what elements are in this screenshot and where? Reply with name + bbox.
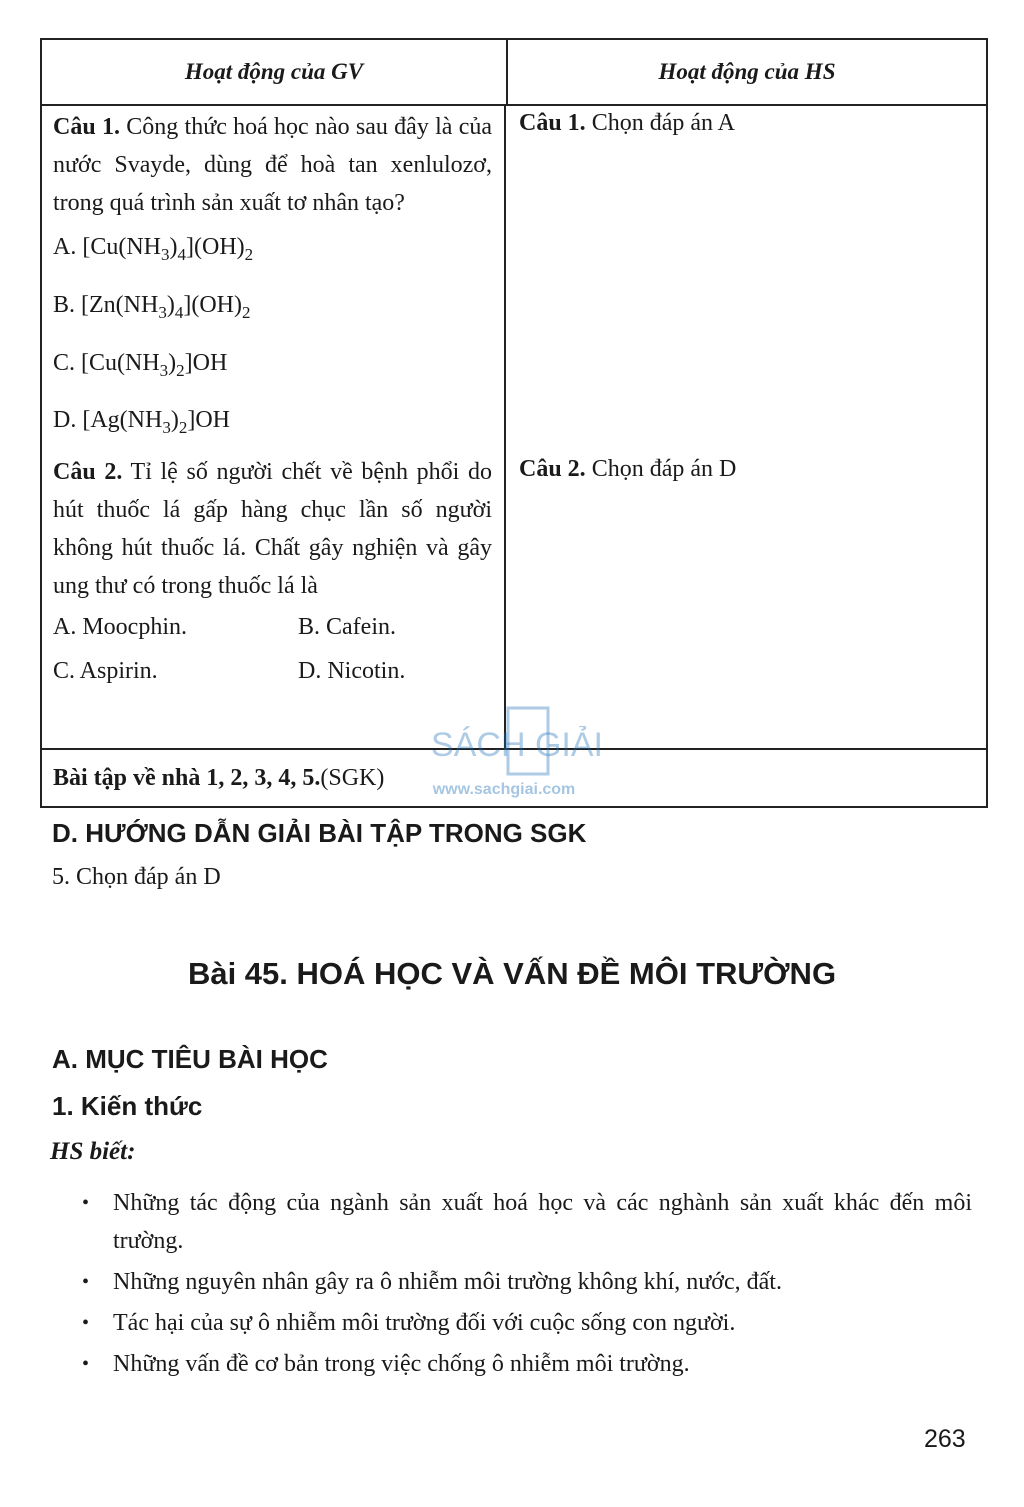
watermark-logo [412,702,622,802]
knowledge-subheading: 1. Kiến thức [52,1091,203,1121]
answer-1-label: Câu 1. [519,110,586,136]
question-2-option-d: D. Nicotin. [298,657,406,684]
question-1-option-b: B. $[Zn(NH_3)_4](OH)_2$ [53,291,251,322]
lesson-activity-table [40,38,988,808]
question-1-options [53,234,492,441]
list-item-text: Những nguyên nhân gây ra ô nhiễm môi trường không khí, nước, đất. [113,1269,782,1295]
watermark-url: www.sachgiai.com [432,781,576,798]
question-1 [53,108,492,222]
question-2-label: Câu 2. [53,459,123,486]
header-student-activity: Hoạt động của HS [658,59,836,84]
question-2-options-row-2 [53,649,492,693]
question-1-text: Công thức hoá học nào sau đây là của nước Svayde, dùng để hoà tan xenlulozơ, trong quá trình sản xuất tơ nhân tạo? [53,114,493,216]
section-d-heading: D. HƯỚNG DẪN GIẢI BÀI TẬP TRONG SGK [52,818,587,848]
table-body-row [42,106,986,748]
list-item-text: Những vấn đề cơ bản trong việc chống ô nhiễm môi trường. [113,1351,690,1377]
lesson-title: Bài 45. HOÁ HỌC VÀ VẤN ĐỀ MÔI TRƯỜNG [187,956,837,991]
homework-label: Bài tập về nhà 1, 2, 3, 4, 5. [53,764,321,791]
homework-source: (SGK) [320,764,385,791]
answer-2-label: Câu 2. [519,456,586,482]
student-column [506,106,986,748]
page-number: 263 [924,1425,966,1453]
watermark-brand: SÁCH GIẢI [431,726,603,764]
list-item [82,1184,972,1260]
question-2-option-c: C. Aspirin. [53,657,158,684]
question-2-option-a: A. Moocphin. [53,613,187,640]
question-1-label: Câu 1. [53,114,120,140]
bullet-icon: • [82,1192,90,1214]
bullet-icon: • [82,1353,90,1375]
question-2-option-b: B. Cafein. [298,613,396,640]
teacher-column [42,106,506,748]
question-2-options-row-1 [53,605,492,649]
list-item-text: Những tác động của ngành sản xuất hoá học và các nghành sản xuất khác đến môi trường. [113,1190,972,1254]
question-1-option-a: A. $[Cu(NH_3)_4](OH)_2$ [53,234,254,264]
section-d-answer: 5. Chọn đáp án D [52,864,221,890]
list-item [82,1263,972,1301]
question-2-text: Tỉ lệ số người chết về bệnh phổi do hút thuốc lá gấp hàng chục lần số người không hút thuốc lá. Chất gây nghiện và gây ung thư có trong thuốc lá là [53,459,492,600]
bullet-icon: • [82,1312,90,1334]
list-item [82,1345,972,1383]
answer-2 [519,456,736,483]
objectives-list [82,1184,972,1386]
section-a-heading: A. MỤC TIÊU BÀI HỌC [52,1044,328,1074]
answer-1-text: Chọn đáp án A [585,110,736,136]
students-know-label: HS biết: [50,1138,136,1165]
header-teacher-activity: Hoạt động của GV [42,40,508,104]
table-header-row [42,40,986,106]
answer-2-text: Chọn đáp án D [585,456,737,482]
answer-1 [519,110,735,137]
bullet-icon: • [82,1271,90,1293]
list-item-text: Tác hại của sự ô nhiễm môi trường đối với cuộc sống con người. [113,1310,736,1336]
question-2 [53,453,492,605]
question-1-option-c: C. $[Cu(NH_3)_2]OH$ [53,349,228,380]
question-1-option-d: D. $[Ag(NH_3)_2]OH$ [53,407,230,438]
list-item [82,1304,972,1342]
